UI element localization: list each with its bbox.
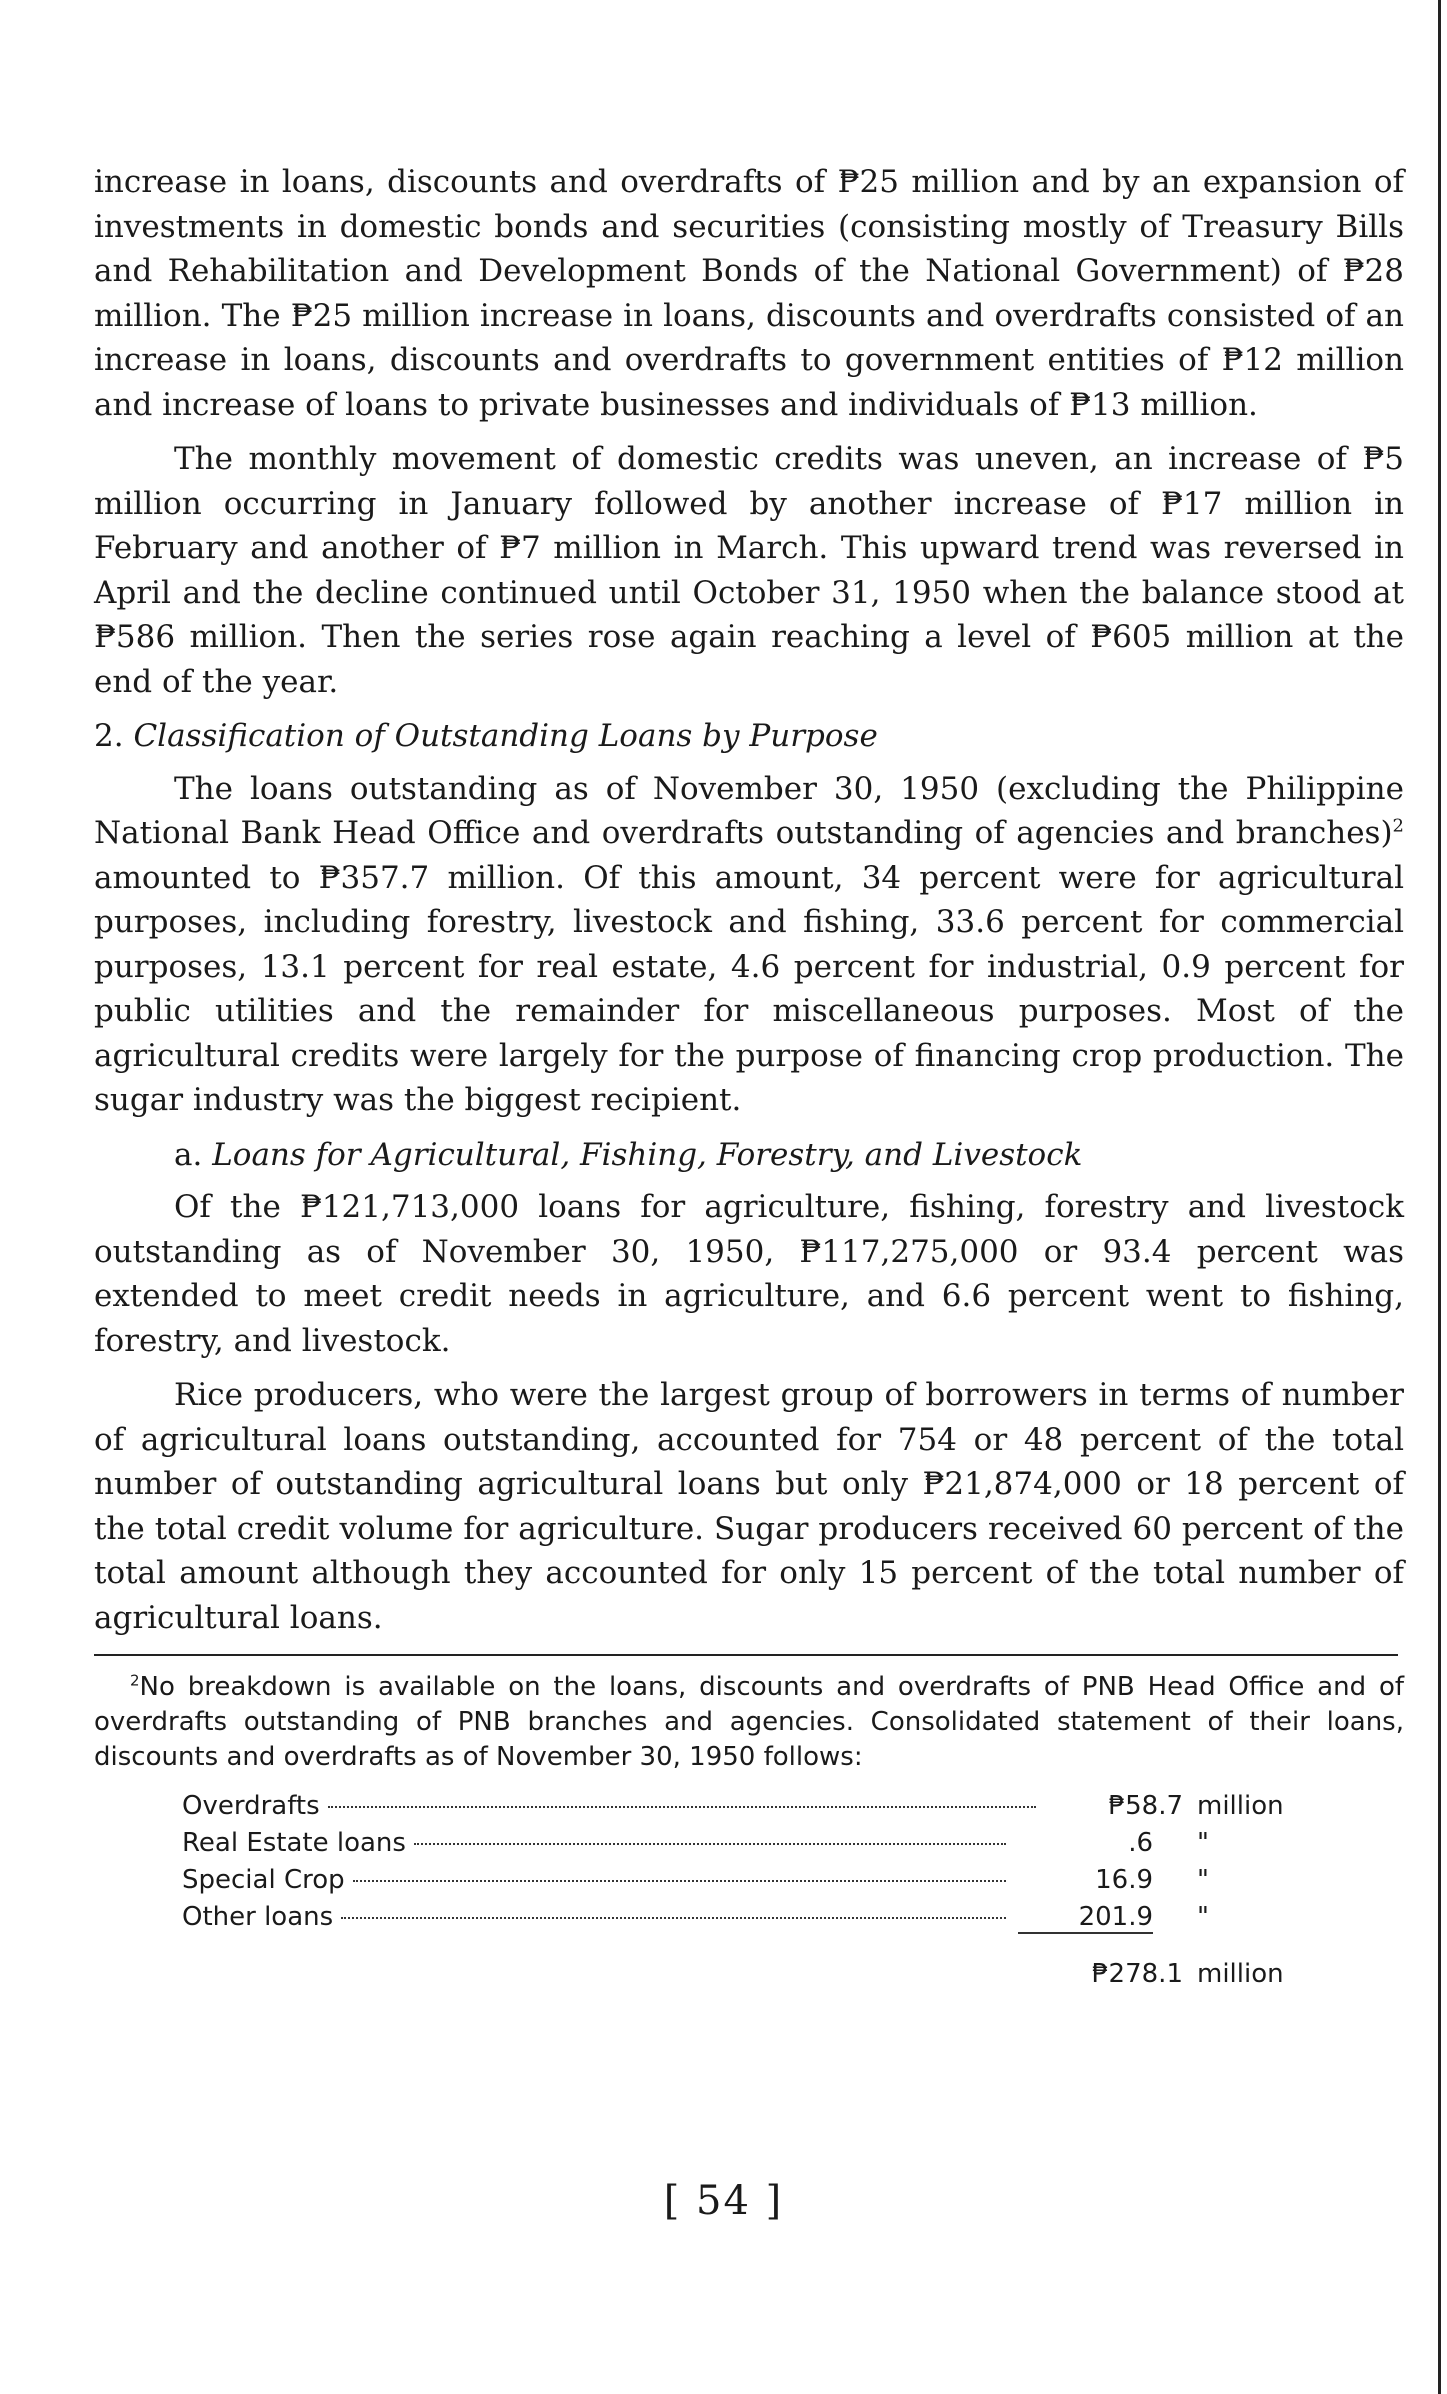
page-edge-line [1438,0,1441,2394]
section-heading-2 [94,714,1404,759]
paragraph-1: increase in loans, discounts and overdrafts of ₱25 million and by an expansion of investments in domestic bonds and securities (consisting mostly of Treasury Bills and Rehabilitation and Development Bonds of the National Government) of ₱28 million. The ₱25 million increase in loans, discounts and overdrafts consisted of an increase in loans, discounts and overdrafts to government entities of ₱12 million and increase of loans to private businesses and individuals of ₱13 million. [94,164,1404,423]
row-unit: " [1197,1865,1209,1895]
paragraph-3-part-b: amounted to ₱357.7 million. Of this amount, 34 percent were for agricultural purposes, including forestry, livestock and fishing, 33.6 percent for commercial purposes, 13.1 percent for real estate, 4.6 percent for industrial, 0.9 percent for public utilities and the remainder for miscellaneous purposes. Most of the agricultural credits were largely for the purpose of financing crop production. The sugar industry was the biggest recipient. [94,859,1404,1118]
dot-leader [353,1880,1006,1882]
dot-leader [328,1806,1036,1808]
footnote-table [182,1791,1332,1939]
section-title: Classification of Outstanding Loans by Purpose [133,718,878,754]
row-label: Special Crop [182,1865,345,1895]
footnote-text [94,1670,1404,1775]
row-label: Real Estate loans [182,1828,406,1858]
document-page [94,160,1404,1989]
footnote-row [182,1865,1332,1902]
total-unit: million [1197,1959,1284,1989]
subsection-title: Loans for Agricultural, Fishing, Forestry, and Livestock [212,1136,1083,1173]
row-label: Other loans [182,1902,334,1932]
subsection-heading-a [94,1133,1404,1178]
dot-leader [414,1843,1006,1845]
paragraph-3 [94,767,1404,1123]
footnote-row [182,1791,1332,1828]
row-amount: .6 [1128,1828,1153,1858]
row-unit: " [1197,1828,1209,1858]
footnote-reference: 2 [1392,815,1404,837]
total-amount: ₱278.1 [1092,1959,1183,1989]
row-unit: million [1197,1791,1284,1821]
footnote-divider [94,1654,1398,1656]
row-amount: 201.9 [1018,1902,1153,1934]
paragraph-3-part-a: The loans outstanding as of November 30, 1950 (excluding the Philippine National Bank Head Office and overdrafts outstanding of agencies and branches) [94,770,1404,851]
row-unit: " [1197,1902,1209,1932]
row-amount: ₱58.7 [1108,1791,1183,1821]
section-number: 2. [94,718,124,754]
subsection-letter: a. [174,1136,203,1173]
footnote-row [182,1902,1332,1939]
row-amount: 16.9 [1095,1865,1153,1895]
page-number: [ 54 ] [663,2178,784,2224]
row-label: Overdrafts [182,1791,320,1821]
paragraph-2: The monthly movement of domestic credits was uneven, an increase of ₱5 million occurring in January followed by another increase of ₱17 million in February and another of ₱7 million in March. This upward trend was reversed in April and the decline continued until October 31, 1950 when the balance stood at ₱586 million. Then the series rose again reaching a level of ₱605 million at the end of the year. [94,441,1404,700]
paragraph-5: Rice producers, who were the largest group of borrowers in terms of number of agricultural loans outstanding, accounted for 754 or 48 percent of the total number of outstanding agricultural loans but only ₱21,874,000 or 18 percent of the total credit volume for agriculture. Sugar producers received 60 percent of the total amount although they accounted for only 15 percent of the total number of agricultural loans. [94,1377,1404,1636]
footnote-total-row [182,1959,1332,1989]
dot-leader [341,1917,1006,1919]
paragraph-4: Of the ₱121,713,000 loans for agriculture, fishing, forestry and livestock outstanding as of November 30, 1950, ₱117,275,000 or 93.4 percent was extended to meet credit needs in agriculture, and 6.6 percent went to fishing, forestry, and livestock. [94,1189,1404,1359]
footnote-body: No breakdown is available on the loans, discounts and overdrafts of PNB Head Office and of overdrafts outstanding of PNB branches and agencies. Consolidated statement of their loans, discounts and overdrafts as of November 30, 1950 follows: [94,1672,1404,1772]
footnote-marker: 2 [130,1671,140,1690]
footnote-row [182,1828,1332,1865]
